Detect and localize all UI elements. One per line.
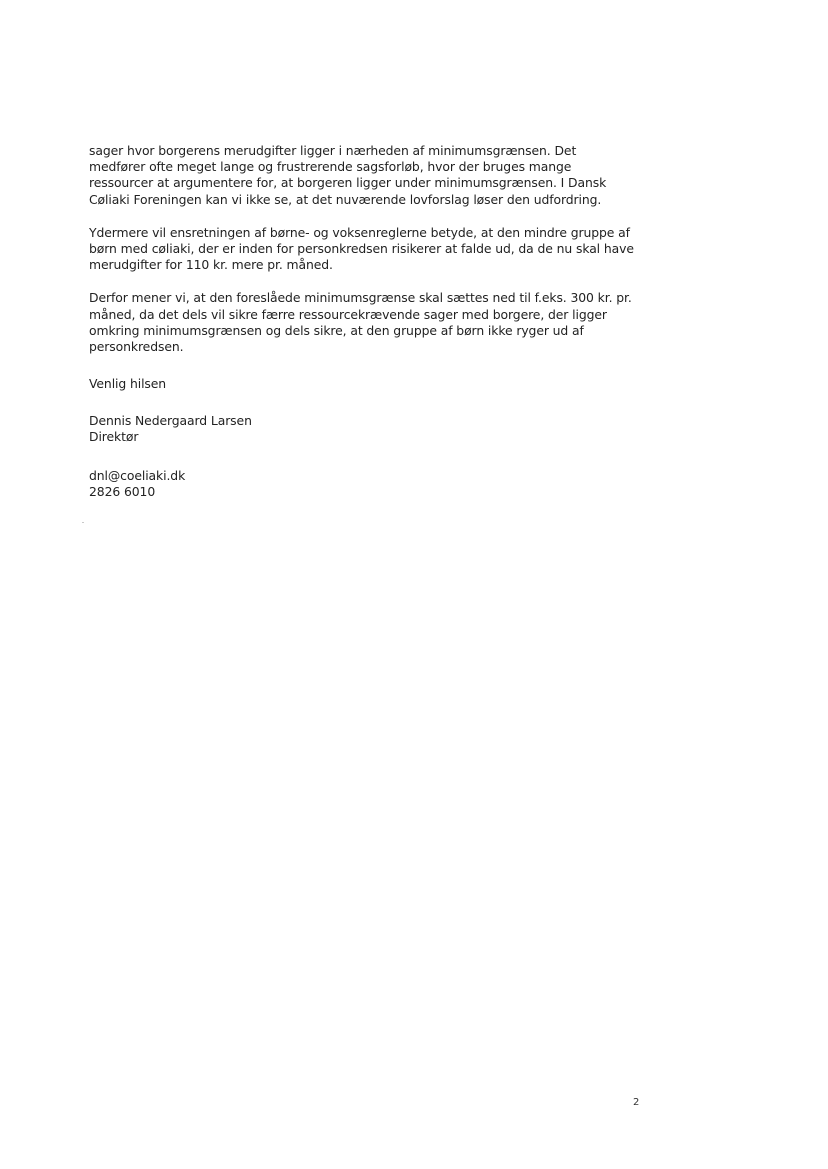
paragraph-merudgifter: sager hvor borgerens merudgifter ligger i nærheden af minimumsgrænsen. Det medfører ofte meget lange og frustrerende sagsforløb, hvor der bruges mange ressourcer at argumentere for, at borgeren ligger under minimumsgrænsen. I Dansk Cøliaki Foreningen kan vi ikke se, at det nuværende lovforslag løser den udfordring. [89, 143, 607, 207]
contact-block [89, 468, 185, 500]
paragraph-ensretning: Ydermere vil ensretningen af børne- og voksenreglerne betyde, at den mindre gruppe af børn med cøliaki, der er inden for personkredsen risikerer at falde ud, da de nu skal have merudgifter for 110 kr. mere pr. måned. [89, 224, 634, 273]
closing-block [89, 376, 166, 392]
contact-phone: 2826 6010 [89, 484, 156, 500]
signatory-name: Dennis Nedergaard Larsen [89, 413, 252, 428]
signatory-title: Direktør [89, 429, 139, 445]
contact-email: dnl@coeliaki.dk [89, 468, 186, 483]
paragraph-minimumsgraense: Derfor mener vi, at den foreslåede minimumsgrænse skal sættes ned til f.eks. 300 kr. pr. måned, da det dels vil sikre færre ressourcekrævende sager med borgere, der ligger omkring minimumsgrænsen og dels sikre, at den gruppe af børn ikke ryger ud af personkredsen. [89, 290, 632, 355]
signature-block [89, 413, 252, 445]
page-number: 2 [633, 1097, 640, 1108]
closing-greeting: Venlig hilsen [89, 376, 167, 391]
scan-speck [82, 522, 84, 523]
letter-body [89, 143, 649, 372]
